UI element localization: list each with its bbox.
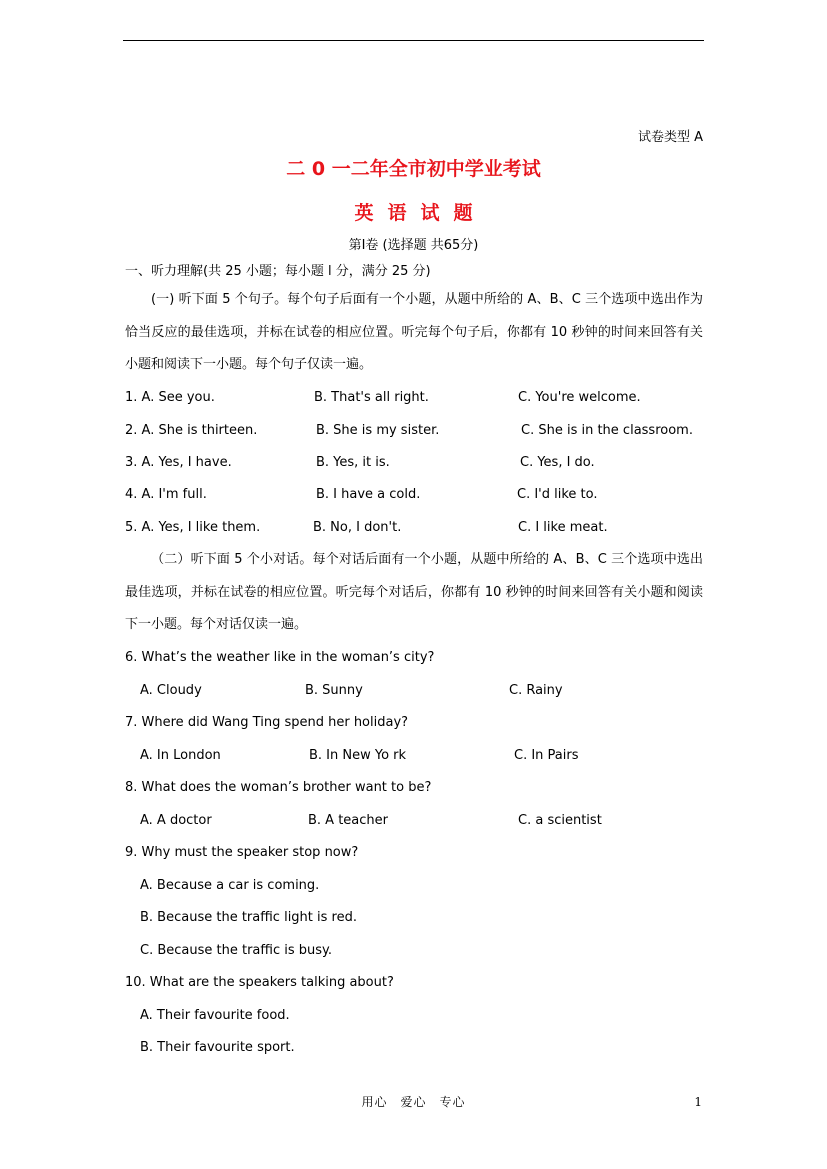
question-1-option-a: 1. A. See you. — [125, 390, 215, 405]
question-4-option-b: B. I have a cold. — [316, 487, 421, 502]
exam-subtitle: 英语试题 — [354, 202, 487, 224]
question-2-option-a: 2. A. She is thirteen. — [125, 423, 258, 438]
question-3-option-a: 3. A. Yes, I have. — [125, 455, 232, 470]
question-9-option-b: B. Because the traffic light is red. — [140, 910, 357, 925]
question-10-stem: 10. What are the speakers talking about? — [125, 975, 394, 990]
question-8-option-c: C. a scientist — [518, 813, 602, 828]
question-6-stem: 6. What’s the weather like in the woman’s city? — [125, 650, 435, 665]
page-footer: 用心 爱心 专心 — [361, 1095, 466, 1109]
question-9-option-c: C. Because the traffic is busy. — [140, 943, 332, 958]
question-7-option-b: B. In New Yo rk — [309, 748, 407, 763]
question-1-option-c: C. You're welcome. — [518, 390, 641, 405]
question-2-option-b: B. She is my sister. — [316, 423, 440, 438]
question-7-option-a: A. In London — [140, 748, 221, 763]
question-6-option-a: A. Cloudy — [140, 683, 202, 698]
instruction-paragraph-1: (一) 听下面 5 个句子。每个句子后面有一个小题，从题中所给的 A、B、C 三个选项中选出作为恰当反应的最佳选项，并标在试卷的相应位置。听完每个句子后，你都有 10 秒钟的时间来回答有关小题和阅读下一小题。每个句子仅读一遍。 — [125, 292, 703, 372]
question-5-option-a: 5. A. Yes, I like them. — [125, 520, 261, 535]
paper-type-label: 试卷类型 A — [637, 130, 703, 145]
question-8-stem: 8. What does the woman’s brother want to be? — [125, 780, 432, 795]
question-10-option-a: A. Their favourite food. — [140, 1008, 290, 1023]
question-8-option-a: A. A doctor — [140, 813, 212, 828]
question-5-option-b: B. No, I don't. — [313, 520, 402, 535]
question-1-option-b: B. That's all right. — [314, 390, 429, 405]
question-5-option-c: C. I like meat. — [518, 520, 608, 535]
question-3-option-b: B. Yes, it is. — [316, 455, 390, 470]
question-7-stem: 7. Where did Wang Ting spend her holiday? — [125, 715, 409, 730]
question-6-option-c: C. Rainy — [509, 683, 563, 698]
question-8-option-b: B. A teacher — [308, 813, 388, 828]
question-6-option-b: B. Sunny — [305, 683, 363, 698]
question-9-option-a: A. Because a car is coming. — [140, 878, 320, 893]
question-7-option-c: C. In Pairs — [514, 748, 579, 763]
question-4-option-a: 4. A. I'm full. — [125, 487, 207, 502]
question-9-stem: 9. Why must the speaker stop now? — [125, 845, 359, 860]
question-10-option-b: B. Their favourite sport. — [140, 1040, 295, 1055]
instruction-paragraph-2: （二）听下面 5 个小对话。每个对话后面有一个小题，从题中所给的 A、B、C 三个选项中选出最佳选项，并标在试卷的相应位置。听完每个对话后，你都有 10 秒钟的时间来回答有关小题和阅读下一小题。每个对话仅读一遍。 — [125, 552, 703, 632]
page-number: 1 — [694, 1095, 702, 1109]
header-rule — [123, 40, 704, 41]
part-heading: 第Ⅰ卷 (选择题 共65分) — [348, 238, 479, 253]
exam-title: 二 0 一二年全市初中学业考试 — [286, 158, 541, 180]
question-3-option-c: C. Yes, I do. — [520, 455, 595, 470]
question-4-option-c: C. I'd like to. — [517, 487, 598, 502]
question-2-option-c: C. She is in the classroom. — [521, 423, 693, 438]
section-heading: 一、听力理解(共 25 小题；每小题 l 分，满分 25 分) — [125, 264, 431, 279]
